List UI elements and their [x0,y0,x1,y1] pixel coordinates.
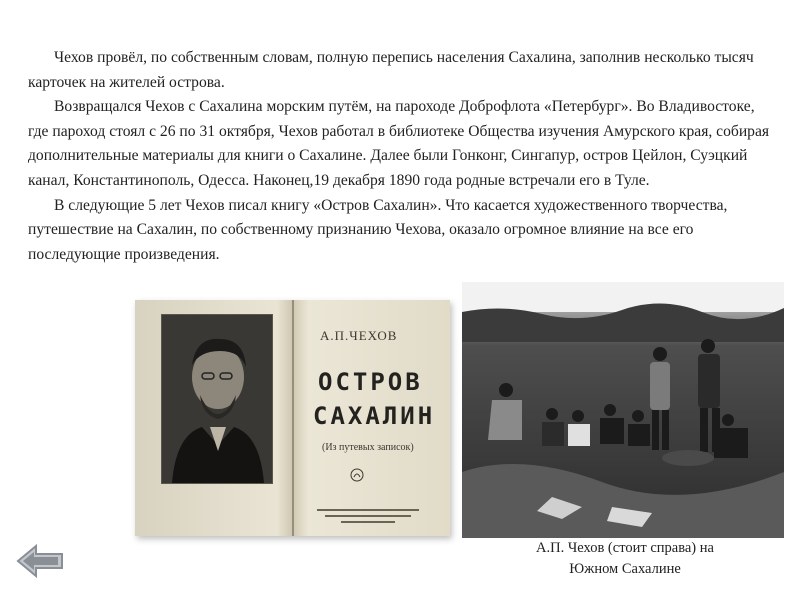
book-cover-image [135,300,450,536]
book-author: А.П.ЧЕХОВ [320,328,398,343]
book-subtitle: (Из путевых записок) [322,442,414,453]
publisher-emblem-icon [350,468,364,482]
book-spine [292,300,294,536]
paragraph-3: В следующие 5 лет Чехов писал книгу «Остров Сахалин». Что касается художественного творчества, путешествие на Сахалин, по собственному признанию Чехова, оказало огромное влияние на все его последующие произведения. [28,196,728,263]
back-arrow-icon [16,544,64,578]
sakhalin-group-photo [462,282,784,538]
photo-caption [462,538,788,580]
publisher-imprint [313,507,423,525]
back-button[interactable] [16,544,64,578]
paragraph-1: Чехов провёл, по собственным словам, полную перепись населения Сахалина, заполнив несколько тысяч карточек на жителей острова. [28,49,754,91]
paragraph-2: Возвращался Чехов с Сахалина морским путём, на пароходе Доброфлота «Петербург». Во Владивостоке, где пароход стоял с 26 по 31 октября, Чехов работал в библиотеке Общества изучения Амурского края, собирая дополнительные материалы для книги о Сахалине. Далее были Гонконг, Сингапур, остров Цейлон, Суэцкий канал, Константинополь, Одесса. Наконец,19 декабря 1890 года родные встречали его в Туле. [28,98,770,189]
chekhov-portrait [161,314,273,484]
caption-line2: Южном Сахалине [569,561,681,577]
book-title-line1: ОСТРОВ [318,368,423,396]
body-text [28,46,774,267]
book-title-line2: САХАЛИН [313,402,436,430]
caption-line1: А.П. Чехов (стоит справа) на [536,540,714,556]
